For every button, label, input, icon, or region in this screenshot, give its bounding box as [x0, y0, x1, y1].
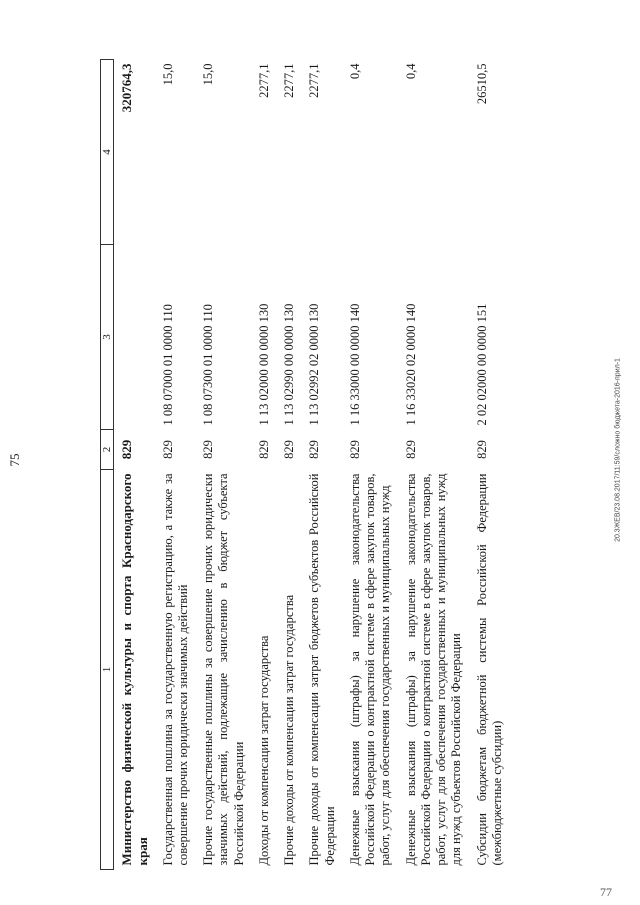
table-row [114, 60, 156, 870]
row-admin-code: 829 [201, 440, 216, 459]
table-row [196, 60, 252, 870]
header-col-4: 4 [101, 60, 114, 245]
row-budget-code: 1 13 02000 00 0000 130 [256, 303, 271, 426]
row-budget-code: 1 16 33020 02 0000 140 [403, 303, 418, 426]
row-name: Прочие доходы от компенсации затрат бюджетов субъектов Российской Федерации [307, 473, 337, 866]
row-amount: 0,4 [403, 63, 418, 80]
row-budget-code [114, 245, 156, 430]
row-amount: 15,0 [201, 63, 216, 86]
row-name: Субсидии бюджетам бюджетной системы Российской Федерации (межбюджетные субсидии) [474, 473, 504, 866]
header-col-1: 1 [101, 470, 114, 870]
table-row [156, 60, 197, 870]
rotated-table-area [100, 60, 600, 870]
row-amount: 15,0 [160, 63, 175, 86]
row-admin-code: 829 [474, 440, 489, 459]
row-admin-code: 829 [119, 439, 134, 460]
row-budget-code: 1 13 02990 00 0000 130 [282, 303, 297, 426]
document-stamp: 20.3ЖЕВ/23.08.2017/11:59/сложно бюджета-2016-прил-1 [614, 358, 622, 542]
row-name: Денежные взыскания (штрафы) за нарушение законодательства Российской Федерации о контрактной системе в сфере закупок товаров, работ, услуг для обеспечения государственных и муниципальных нужд [347, 473, 393, 866]
row-budget-code: 1 08 07300 01 0000 110 [201, 304, 216, 426]
page-number-top: 75 [7, 453, 22, 467]
row-amount: 26510,5 [474, 63, 489, 105]
header-col-2: 2 [101, 430, 114, 470]
row-name: Денежные взыскания (штрафы) за нарушение законодательства Российской Федерации о контрактной системе в сфере закупок товаров, работ, услуг для обеспечения государственных и муниципальных нужд для нужд субъектов Российской Федерации [403, 473, 464, 866]
table-row [252, 60, 277, 870]
row-amount: 2277,1 [307, 63, 322, 98]
row-name: Прочие доходы от компенсации затрат государства [282, 594, 297, 866]
row-amount: 0,4 [347, 63, 362, 80]
row-admin-code: 829 [282, 440, 297, 459]
table-header-row [101, 60, 114, 870]
row-amount: 2277,1 [282, 63, 297, 98]
row-budget-code: 1 13 02992 02 0000 130 [307, 303, 322, 426]
row-name: Государственная пошлина за государственную регистрацию, а также за совершение прочих юридически значимых действий [160, 473, 190, 866]
table-row [277, 60, 302, 870]
row-amount: 320764,3 [119, 63, 134, 113]
row-admin-code: 829 [347, 440, 362, 459]
row-admin-code: 829 [256, 440, 271, 459]
row-budget-code: 1 16 33000 00 0000 140 [347, 303, 362, 426]
row-amount: 2277,1 [256, 63, 271, 98]
row-name: Прочие государственные пошлины за совершение прочих юридически значимых действий, подлежащие зачислению в бюджет субъекта Российской Федерации [201, 473, 246, 866]
table-row [470, 60, 511, 870]
row-admin-code: 829 [307, 440, 322, 459]
row-budget-code: 1 08 07000 01 0000 110 [160, 304, 175, 426]
page-number-bottom: 77 [600, 885, 612, 899]
header-col-3: 3 [101, 245, 114, 430]
table-row [302, 60, 343, 870]
row-admin-code: 829 [403, 440, 418, 459]
table-row [399, 60, 470, 870]
row-name: Доходы от компенсации затрат государства [256, 635, 271, 866]
row-admin-code: 829 [160, 440, 175, 459]
row-budget-code: 2 02 02000 00 0000 151 [474, 303, 489, 426]
table-row [343, 60, 399, 870]
budget-table [100, 59, 510, 870]
rotated-table-content [100, 60, 600, 870]
row-name: Министерство физической культуры и спорта Краснодарского края [119, 473, 150, 866]
